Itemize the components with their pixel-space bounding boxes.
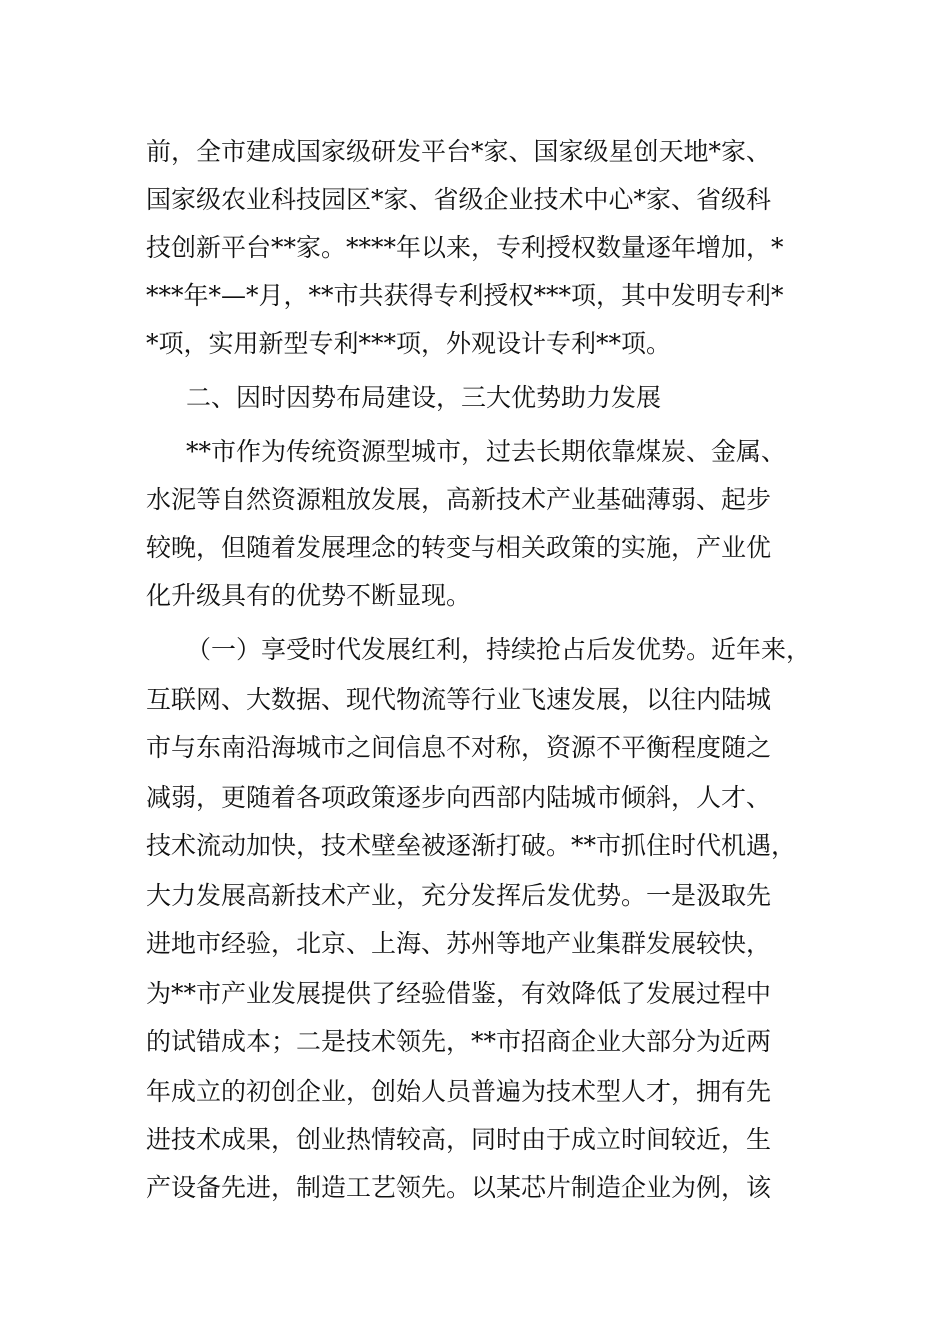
paragraph-line: 产设备先进，制造工艺领先。以某芯片制造企业为例，该 xyxy=(146,1173,772,1202)
paragraph-line: 大力发展高新技术产业，充分发挥后发优势。一是汲取先 xyxy=(146,881,772,910)
paragraph-line: 市与东南沿海城市之间信息不对称，资源不平衡程度随之 xyxy=(146,733,772,762)
paragraph-line: 进地市经验，北京、上海、苏州等地产业集群发展较快， xyxy=(146,929,772,958)
paragraph-line: 减弱，更随着各项政策逐步向西部内陆城市倾斜，人才、 xyxy=(146,783,772,812)
paragraph-line: 互联网、大数据、现代物流等行业飞速发展，以往内陆城 xyxy=(146,685,772,714)
paragraph-line: 国家级农业科技园区*家、省级企业技术中心*家、省级科 xyxy=(146,185,772,214)
subsection-heading-line: （一）享受时代发展红利，持续抢占后发优势。近年来， xyxy=(186,635,812,664)
paragraph-line: *项，实用新型专利***项，外观设计专利**项。 xyxy=(146,329,672,358)
paragraph-line: 的试错成本；二是技术领先，**市招商企业大部分为近两 xyxy=(146,1027,772,1056)
paragraph-line: 技术流动加快，技术壁垒被逐渐打破。**市抓住时代机遇， xyxy=(146,831,797,860)
paragraph-line: ***年*—*月，**市共获得专利授权***项，其中发明专利* xyxy=(146,281,784,310)
paragraph-line: 进技术成果，创业热情较高，同时由于成立时间较近，生 xyxy=(146,1125,772,1154)
paragraph-line: 水泥等自然资源粗放发展，高新技术产业基础薄弱、起步 xyxy=(146,485,772,514)
paragraph-line: 为**市产业发展提供了经验借鉴，有效降低了发展过程中 xyxy=(146,979,772,1008)
paragraph-line: 前，全市建成国家级研发平台*家、国家级星创天地*家、 xyxy=(146,137,772,166)
paragraph-line: 技创新平台**家。****年以来，专利授权数量逐年增加，* xyxy=(146,233,784,262)
paragraph-line: 化升级具有的优势不断显现。 xyxy=(146,581,472,610)
paragraph-line: 年成立的初创企业，创始人员普遍为技术型人才，拥有先 xyxy=(146,1077,772,1106)
paragraph-line: **市作为传统资源型城市，过去长期依靠煤炭、金属、 xyxy=(186,437,787,466)
paragraph-line: 较晚，但随着发展理念的转变与相关政策的实施，产业优 xyxy=(146,533,772,562)
section-heading: 二、因时因势布局建设，三大优势助力发展 xyxy=(186,383,662,412)
